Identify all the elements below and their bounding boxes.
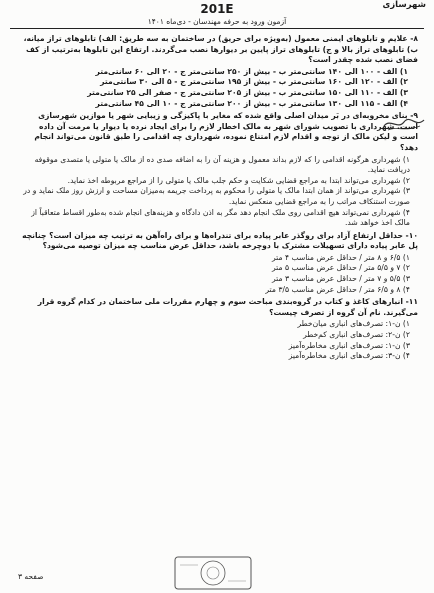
- question-8-options: [22, 67, 418, 109]
- question-9-options: [22, 155, 418, 229]
- organization-stamp-icon: [174, 556, 252, 590]
- exam-subtitle: آزمون ورود به حرفه مهندسان - دی‌ماه ۱۴۰۱: [147, 17, 287, 26]
- option-9-2[interactable]: ۲) شهرداری می‌تواند ابتدا به مراجع قضایی شکایت و حکم جلب مالک یا متولی را از مراجع مربوطه اخذ نماید.: [67, 175, 410, 185]
- option-10-3[interactable]: ۳) ۵/۵ و ۷ متر / حداقل عرض مناسب ۳ متر: [271, 274, 410, 284]
- question-11-options: [22, 319, 418, 361]
- option-11-2[interactable]: ۲) ن-۲: تصرف‌های انباری کم‌خطر: [303, 330, 410, 340]
- page-number: صفحه ۳: [18, 572, 44, 581]
- option-9-1[interactable]: ۱) شهرداری هرگونه اقدامی را که لازم بداند معمول و هزینه آن را به اضافه صدی ده از مالک یا متولی یا متصدی موقوفه دریافت نماید.: [34, 154, 410, 175]
- subject-label: شهرسازی: [382, 0, 426, 10]
- option-10-4[interactable]: ۴) ۸ و ۶/۵ متر / حداقل عرض مناسب ۳/۵ متر: [265, 284, 410, 294]
- option-9-4[interactable]: ۴) شهرداری نمی‌تواند هیچ اقدامی روی ملک انجام دهد مگر به اذن دادگاه و هزینه‌های انجام شده به‌طور اقساط متعاقباً از مالک اخذ خواهد شد.: [31, 207, 410, 228]
- questions-body: [22, 34, 418, 364]
- option-9-3[interactable]: ۳) شهرداری می‌تواند از همان ابتدا مالک یا متولی را محکوم به پرداخت جریمه به‌میزان مساحت و ارزش روز ملک نماید و در صورت استنکاف مراتب را به مراجع قضایی منعکس نماید.: [23, 186, 410, 206]
- booklet-code: 201E: [200, 2, 234, 16]
- header-divider: [10, 28, 424, 29]
- option-11-3[interactable]: ۳) ن-۱: تصرف‌های انباری مخاطره‌آمیز: [288, 340, 410, 350]
- question-11: ۱۱- انبارهای کاغذ و کتاب در گروه‌بندی مباحث سوم و چهارم مقررات ملی ساختمان در کدام گروه قرار می‌گیرند. نام آن گروه از تصرف چیست؟: [37, 297, 418, 317]
- option-8-4[interactable]: ۴) الف - ۱۱۵ الی ۱۳۰ سانتی‌متر ب - بیش از ۲۰۰ سانتی‌متر ج - ۱۰ الی ۴۵ سانتی‌متر: [95, 98, 408, 108]
- option-11-4[interactable]: ۴) ن-۳: تصرف‌های انباری مخاطره‌آمیز: [288, 351, 410, 361]
- option-10-2[interactable]: ۲) ۷ و ۵/۵ متر / حداقل عرض مناسب ۵ متر: [271, 263, 410, 273]
- option-11-1[interactable]: ۱) ن-۱: تصرف‌های انباری میان‌خطر: [297, 319, 410, 329]
- question-9: ۹- بنای مخروبه‌ای در بَر میدان اصلی واقع شده که مغایر با پاکیزگی و زیبایی شهر یا موازین شهرسازی است. شهرداری با تصویب شورای شهر به مالک اخطار لازم را برای ایجاد نرده یا دیوار یا مرمت آن داده است و لیکن مالک از توجه و اقدام لازم امتناع نموده، شهرداری چه اقدامی را طبق قانون می‌تواند انجام دهد؟: [34, 111, 418, 152]
- option-8-2[interactable]: ۲) الف - ۱۲۰ الی ۱۶۰ سانتی‌متر ب - بیش از ۱۹۵ سانتی‌متر ج - ۵ الی ۳۰ سانتی‌متر: [100, 77, 408, 87]
- option-8-1[interactable]: ۱) الف - ۱۰۰ الی ۱۴۰ سانتی‌متر ب - بیش از ۲۵۰ سانتی‌متر ج - ۲۰ الی ۶۰ سانتی‌متر: [95, 66, 408, 76]
- option-8-3[interactable]: ۳) الف - ۱۱۰ الی ۱۵۰ سانتی‌متر ب - بیش از ۲۰۵ سانتی‌متر ج - صفر الی ۲۵ سانتی‌متر: [87, 87, 408, 97]
- question-10: ۱۰- حداقل ارتفاع آزاد برای روگذر عابر پیاده برای تندراه‌ها و برای راه‌آهن به ترتیب چه میزان است؟ چنانچه پل عابر پیاده دارای تسهیلات مشترک با دوچرخه باشد، حداقل عرض مناسب چه میزان توصیه می‌شود؟: [22, 230, 418, 251]
- question-10-options: [22, 253, 418, 295]
- option-10-1[interactable]: ۱) ۶/۵ و ۸ متر / حداقل عرض مناسب ۴ متر: [271, 252, 410, 262]
- question-8: ۸- علایم و تابلوهای ایمنی معمول (به‌ویژه برای حریق) در ساختمان به سه طریق: الف) تابلوهای تراز میانه، ب) تابلوهای تراز بالا و ج) تابلوهای تراز پایین بر دیوارها نصب می‌گردند. ارتفاع این تابلوها به‌ترتیب از کف فضای نصب شده چقدر است؟: [23, 34, 418, 65]
